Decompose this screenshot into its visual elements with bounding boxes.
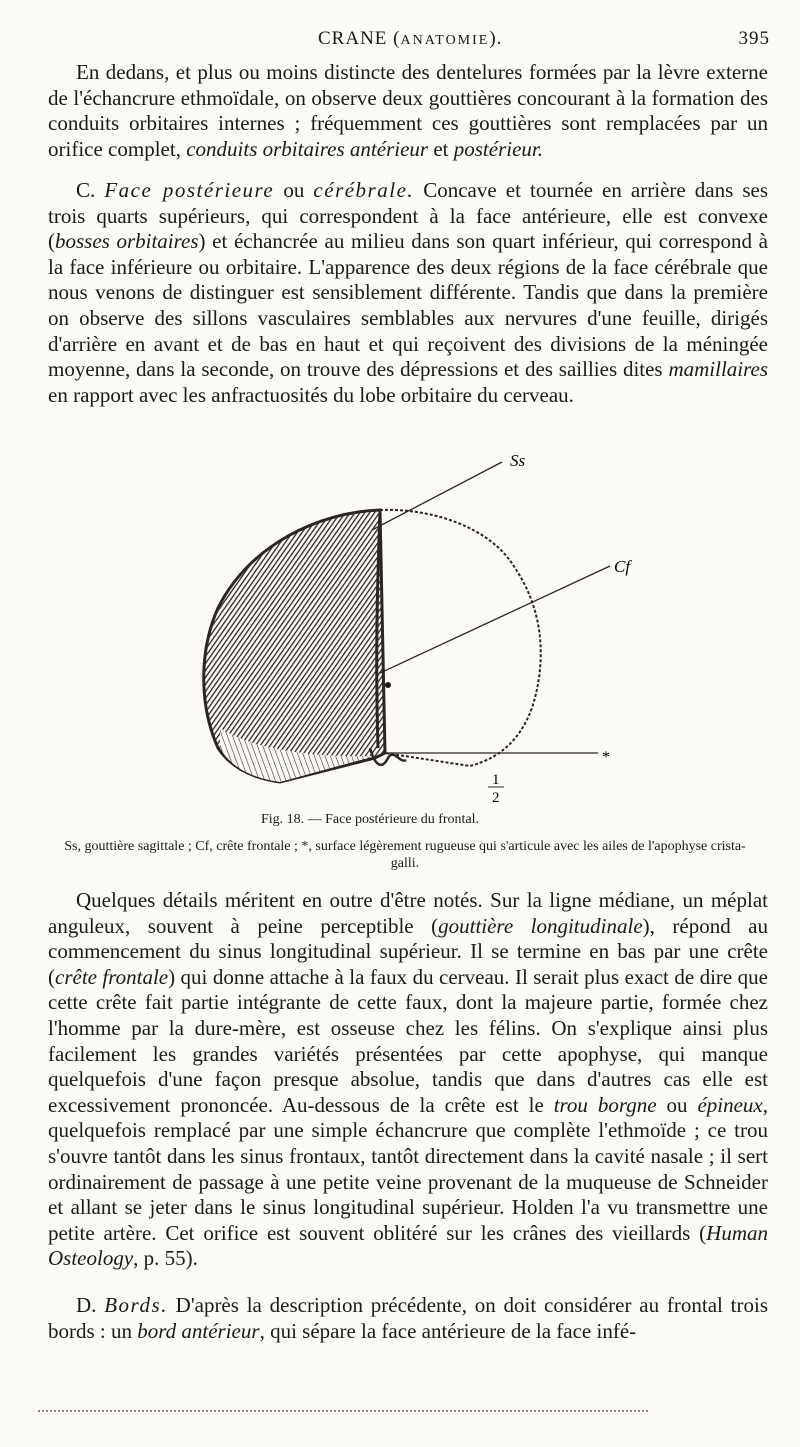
scale-numerator: 1: [492, 772, 500, 788]
paragraph-orbital-conduits: En dedans, et plus ou moins distincte des dentelures formées par la lèvre externe de l'échancrure ethmoïdale, on observe deux gouttières concourant à la formation des conduits orbitaires internes ; fréquemment ces gouttières sont remplacées par un orifice complet, conduits orbitaires antérieur et postérieur.: [48, 60, 768, 161]
page-number: 395: [738, 28, 770, 49]
figure-caption: Ss, gouttière sagittale ; Cf, crête frontale ; *, surface légèrement rugueuse qui s'articule avec les ailes de l'apophyse crista-galli.: [64, 839, 746, 871]
label-star: *: [602, 749, 610, 766]
figure-frontal-bone: [170, 448, 650, 810]
paragraph-details: Quelques détails méritent en outre d'être notés. Sur la ligne médiane, un méplat anguleux, souvent à peine perceptible (gouttière longitudinale), répond au commencement du sinus longitudinal supérieur. Il se termine en bas par une crête (crête frontale) qui donne attache à la faux du cerveau. Il serait plus exact de dire que cette crête fait partie intégrante de cette faux, dont la majeure partie, formée chez l'homme par la dure-mère, est osseuse chez les félins. On s'explique ainsi plus facilement les grandes variétés présentées par cette apophyse, qui manque quelquefois d'une façon presque absolue, tandis que dans d'autres cas elle est excessivement prononcée. Au-dessous de la crête est le trou borgne ou épineux, quelquefois remplacé par une simple échancrure que complète l'ethmoïde ; ce trou s'ouvre tantôt dans les sinus frontaux, tantôt directement dans la cavité nasale ; il sert ordinairement de passage à une petite veine provenant de la muqueuse de Schneider et allant se jeter dans le sinus longitudinal supérieur. Holden l'a vu transmettre une petite artère. Cet orifice est souvent oblitéré sur les crânes des vieillards (Human Osteology, p. 55).: [48, 888, 769, 1271]
label-cf: Cf: [614, 557, 631, 576]
label-ss: Ss: [510, 451, 526, 470]
paragraph-posterior-face: C. Face postérieure ou cérébrale. Concave et tournée en arrière dans ses trois quarts supérieurs, qui correspondent à la face antérieure, elle est convexe (bosses orbitaires) et échancrée au milieu dans son quart inférieur, qui correspond à la face inférieure ou orbitaire. L'apparence des deux régions de la face cérébrale que nous venons de distinguer est sensiblement différente. Tandis que dans la première on observe des sillons vasculaires semblables aux nervures d'une feuille, dirigés d'arrière en avant et de bas en haut et qui reçoivent des divisions de la méningée moyenne, dans la seconde, on trouve des dépressions et des saillies dites mamillaires en rapport avec les anfractuosités du lobe orbitaire du cerveau.: [48, 178, 769, 407]
frontal-bone-illustration: [170, 448, 650, 810]
paragraph-borders: D. Bords. D'après la description précédente, on doit considérer au frontal trois bords : un bord antérieur, qui sépare la face antérieure de la face infé-: [48, 1293, 768, 1343]
running-head: [48, 28, 770, 54]
footer-rule: [38, 1410, 648, 1416]
running-title: CRANE (ANATOMIE).: [318, 28, 503, 49]
section-heading-c: C. Face postérieure ou cérébrale.: [76, 178, 415, 202]
figure-title: Fig. 18. — Face postérieure du frontal.: [260, 812, 480, 827]
scale-denominator: 2: [492, 790, 500, 806]
section-heading-d: D. Bords.: [76, 1293, 168, 1317]
